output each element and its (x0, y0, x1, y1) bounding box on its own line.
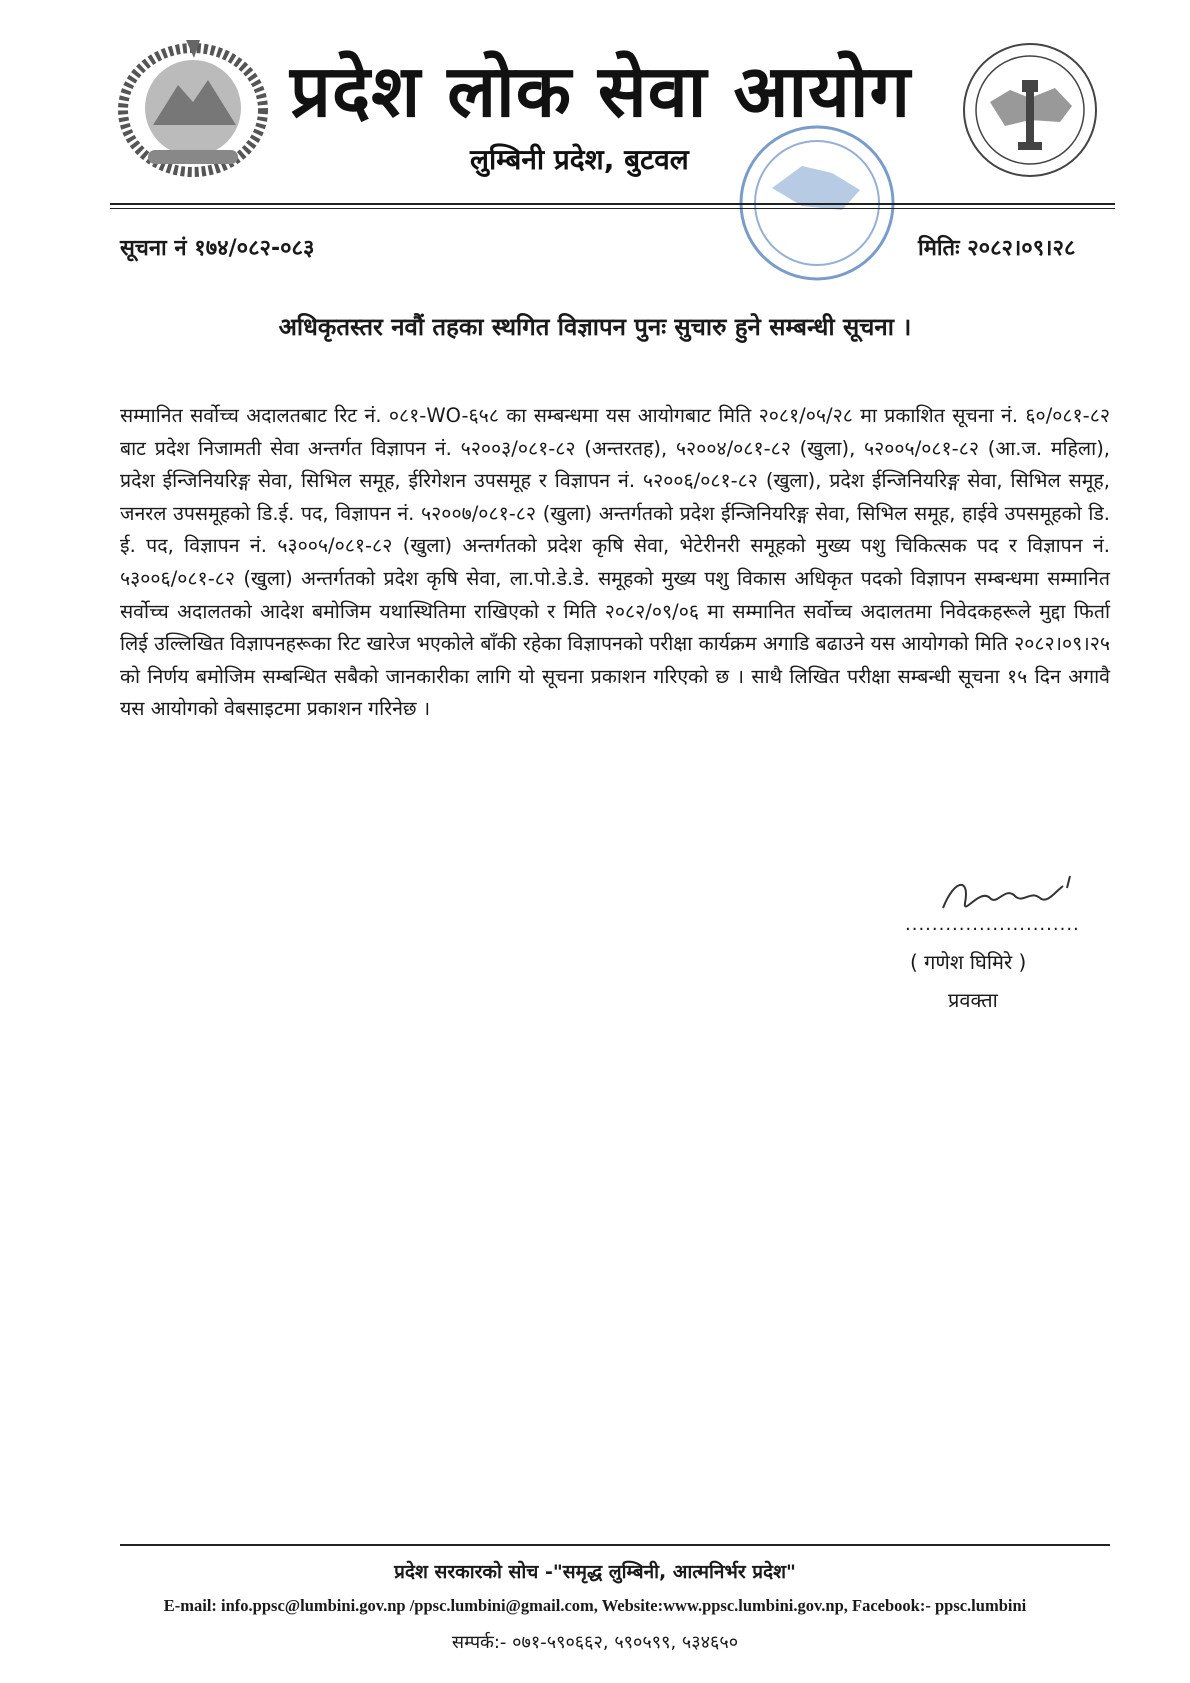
nepal-emblem-icon (108, 30, 278, 180)
footer-contacts: E-mail: info.ppsc@lumbini.gov.np /ppsc.lumbini@gmail.com, Website:www.ppsc.lumbini.gov.np, Facebook:- ppsc.lumbini (163, 1596, 1027, 1615)
signatory-name: ( गणेश घिमिरे ) (910, 950, 1027, 974)
signature-line: .......................... (905, 914, 1080, 935)
commission-seal-icon (960, 40, 1100, 180)
footer-divider (120, 1544, 1110, 1546)
footer-phone: सम्पर्क:- ०७१-५९०६६२, ५९०५९९, ५३४६५० (451, 1632, 739, 1653)
header-divider-thin (110, 208, 1115, 209)
notice-date: मितिः २०८२।०९।२८ (918, 236, 1076, 261)
signatory-designation: प्रवक्ता (948, 988, 998, 1012)
notice-subject: अधिकृतस्तर नवौं तहका स्थगित विज्ञापन पुनः सुचारु हुने सम्बन्धी सूचना । (278, 313, 912, 341)
notice-body: सम्मानित सर्वोच्च अदालतबाट रिट नं. ०८१-WO-६५८ का सम्बन्धमा यस आयोगबाट मिति २०८१/०५/२८ मा प्रकाशित सूचना नं. ६०/०८१-८२ बाट प्रदेश निजामती सेवा अन्तर्गत विज्ञापन नं. ५२००३/०८१-८२ (अन्तरतह), ५२००४/०८१-८२ (खुला), ५२००५/०८१-८२ (आ.ज. महिला), प्रदेश ईन्जिनियरिङ्ग सेवा, सिभिल समूह, ईरिगेशन उपसमूह र विज्ञापन नं. ५२००६/०८१-८२ (खुला), प्रदेश ईन्जिनियरिङ्ग सेवा, सिभिल समूह, जनरल उपसमूहको डि.ई. पद, विज्ञापन नं. ५२००७/०८१-८२ (खुला) अन्तर्गतको प्रदेश ईन्जिनियरिङ्ग सेवा, सिभिल समूह, हाईवे उपसमूहको डि. ई. पद, विज्ञापन नं. ५३००५/०८१-८२ (खुला) अन्तर्गतको प्रदेश कृषि सेवा, भेटेरीनरी समूहको मुख्य पशु चिकित्सक पद र विज्ञापन नं. ५३००६/०८१-८२ (खुला) अन्तर्गतको प्रदेश कृषि सेवा, ला.पो.डे.डे. समूहको मुख्य पशु विकास अधिकृत पदको विज्ञापन सम्बन्धमा सम्मानित सर्वोच्च अदालतको आदेश बमोजिम यथास्थितिमा राखिएको र मिति २०८२/०९/०६ मा सम्मानित सर्वोच्च अदालतमा निवेदकहरूले मुद्दा फिर्ता लिई उल्लिखित विज्ञापनहरूका रिट खारेज भएकोले बाँकी रहेका विज्ञापनको परीक्षा कार्यक्रम अगाडि बढाउने यस आयोगको मिति २०८२।०९।२५ को निर्णय बमोजिम सम्बन्धित सबैको जानकारीका लागि यो सूचना प्रकाशन गरिएको छ । साथै लिखित परीक्षा सम्बन्धी सूचना १५ दिन अगावै यस आयोगको वेबसाइटमा प्रकाशन गरिनेछ । (120, 404, 1110, 721)
footer-motto: प्रदेश सरकारको सोच -"समृद्ध लुम्बिनी, आत्मनिर्भर प्रदेश" (394, 1561, 796, 1583)
notice-number: सूचना नं १७४/०८२-०८३ (120, 236, 315, 261)
organization-title: प्रदेश लोक सेवा आयोग (290, 49, 911, 133)
header-divider (110, 203, 1115, 205)
organization-location: लुम्बिनी प्रदेश, बुटवल (470, 143, 689, 176)
